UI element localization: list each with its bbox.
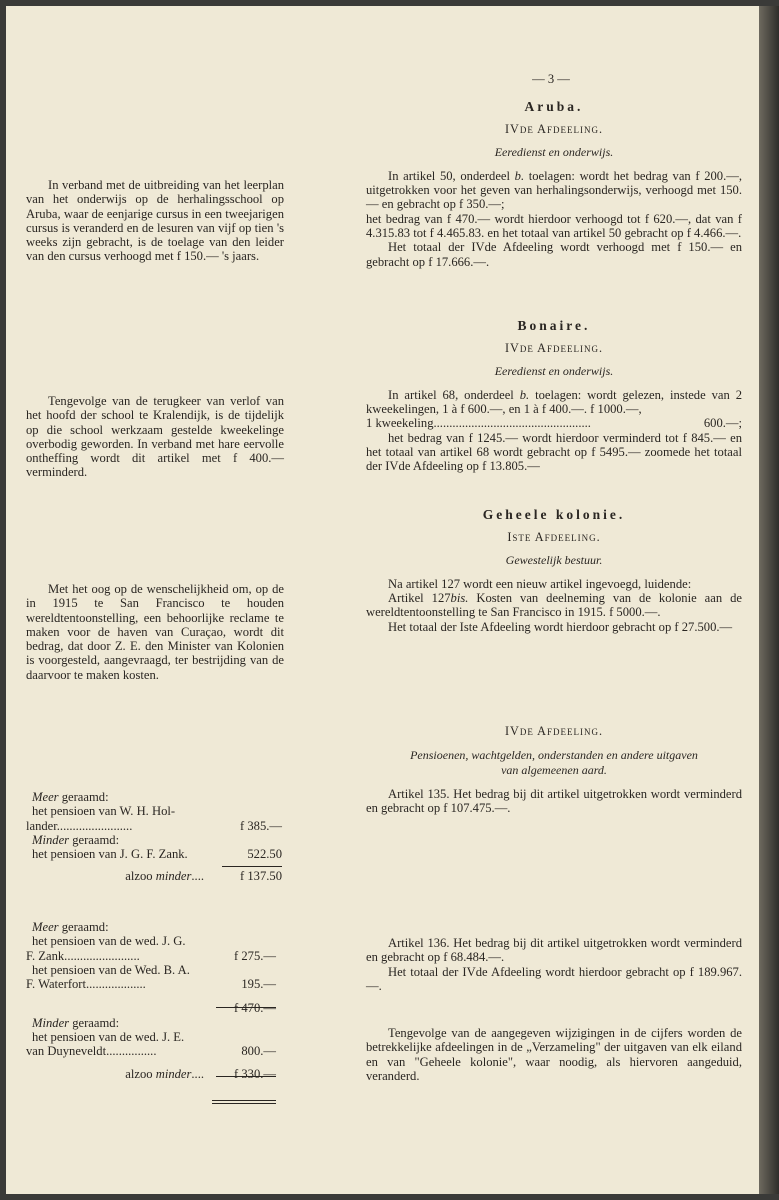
section-title: Bonaire. [517,318,591,333]
calc-line: het pensioen van de wed. J. E. [32,1030,185,1045]
section-subtitle: Eeredienst en onderwijs. [494,144,614,159]
section-subtitle: van algemeenen aard. [501,762,607,777]
section-bonaire [366,319,742,474]
section-artikel-136 [366,936,742,993]
section-geheele-kolonie [366,508,742,634]
afdeeling-heading: IVde Afdeeling. [504,341,604,356]
section-title: Geheele kolonie. [482,507,626,522]
calc-line: 1 kweekeling.................................................. 600.—; [366,416,742,431]
calc-amount: f 275.— [234,948,276,963]
calc-line: het pensioen van J. G. F. Zank. 522.50 [32,847,282,862]
paragraph: het bedrag van f 1245.— wordt hierdoor verminderd tot f 845.— en het totaal van artikel 68 wordt gebracht op f 5495.— zoomede het totaal der IVde Afdeeling op f 13.805.— [366,430,742,474]
page-number: — 3 — [532,72,570,86]
paragraph: Artikel 135. Het bedrag bij dit artikel uitgetrokken wordt verminderd en gebracht op f 107.475.—. [366,786,742,816]
paragraph: Na artikel 127 wordt een nieuw artikel ingevoegd, luidende: [388,576,692,591]
paragraph: Het totaal der IVde Afdeeling wordt verhoogd met f 150.— en gebracht op f 17.666.—. [366,240,742,269]
section-aruba [366,100,742,269]
bonaire-note: Tengevolge van de terugkeer van verlof van het hoofd der school te Kralendijk, is de tijdelijk op die school werkzaam gestelde kweekelinge overbodig geworden. In verband met hare eervolle ontheffing wordt dit artikel met f 400.— verminderd. [26,394,284,480]
calc-amount: f 385.— [240,818,282,833]
paragraph: Het totaal der Iste Afdeeling wordt hierdoor gebracht op f 27.500.— [388,619,733,634]
paragraph: Artikel 136. Het bedrag bij dit artikel uitgetrokken wordt verminderd en gebracht op f 68.484.—. [366,936,742,965]
calc-line: F. Zank........................ f 275.— [26,948,276,963]
section-conclusion [366,1026,742,1083]
calc-line: lander........................ f 385.— [26,818,282,833]
section-subtitle: Gewestelijk bestuur. [505,552,603,567]
calc-total: alzoo minder.... f 137.50 [125,869,282,884]
calc-total: alzoo minder.... f 330.— [125,1066,276,1081]
section-subtitle: Pensioenen, wachtgelden, onderstanden en andere uitgaven [410,748,698,763]
section-subtitle: Eeredienst en onderwijs. [494,363,614,378]
calc-amount: 600.—; [700,416,742,430]
paragraph: Artikel 127bis. Kosten van deelneming van de kolonie aan de wereldtentoonstelling te San Francisco in 1915. f 5000.—. [366,591,742,620]
document-page [6,6,759,1194]
aruba-note: In verband met de uitbreiding van het leerplan van het onderwijs op de herhalingsschool op Aruba, waar de eenjarige cursus in een tweejarigen cursus is veranderd en de lesuren van vijf op tien 's weeks zijn gebracht, is de toelage van den leider van den cursus verhoogd met f 150.— 's jaars. [26,178,284,264]
calc-line: van Duyneveldt................ 800.— [26,1044,276,1059]
paragraph: het bedrag van f 470.— wordt hierdoor verhoogd tot f 620.—, dat van f 4.315.83 tot f 4.465.83. en het totaal van artikel 50 gebracht op f 4.466.—. [366,211,742,241]
paragraph: Het totaal der IVde Afdeeling wordt hierdoor gebracht op f 189.967.—. [366,964,742,993]
calc-amount: 800.— [241,1044,276,1059]
section-pensioenen [366,724,742,815]
calc-subtotal: f 470.— [234,1001,276,1016]
calc-line: het pensioen van de wed. J. G. [32,934,186,949]
afdeeling-heading: Iste Afdeeling. [507,530,601,545]
calc-amount: 195.— [241,977,276,992]
kolonie-note: Met het oog op de wenschelijkheid om, op de in 1915 te San Francisco te houden wereldtentoonstelling, een behoorlijke reclame te maken voor de haven van Curaçao, wordt dit bedrag, dat door Z. E. den Minister van Kolonien is voorgesteld, aangevraagd, ter bestrijding van de daarvoor te maken kosten. [26,582,284,682]
paragraph: Tengevolge van de aangegeven wijzigingen in de cijfers worden de betrekkelijke afdeelingen in de „Verzameling" der uitgaven van elk eiland en van "Geheele kolonie", waar noodig, als hiervoren aangeduid, veranderd. [366,1026,742,1083]
pension-calculation-1: Meer geraamd: het pensioen van W. H. Hol- lander........................ f 385.— Minder geraamd: het pensioen van J. G. F. Zank. 522.50 alzoo minder.... f 137.50 [26,790,282,884]
afdeeling-heading: IVde Afdeeling. [504,724,604,738]
paragraph: In artikel 68, onderdeel b. toelagen: wordt gelezen, instede van 2 kweekelingen, 1 à f 600.—, en 1 à f 400.—. f 1000.—, [366,387,742,417]
meer-label: Meer [32,920,59,934]
calc-line: het pensioen van W. H. Hol- [32,804,176,819]
afdeeling-heading: IVde Afdeeling. [504,122,604,137]
sum-rule [222,866,282,867]
calc-amount: 522.50 [247,847,282,862]
double-rule [212,1100,276,1104]
meer-label: Meer [32,790,59,804]
minder-label: Minder [32,1015,70,1030]
section-title: Aruba. [524,99,584,114]
book-edge [759,6,779,1194]
calc-line: het pensioen van de Wed. B. A. [32,962,190,977]
pension-calculation-2: Meer geraamd: het pensioen van de wed. J. G. F. Zank........................ f 275.— het pensioen van de Wed. B. A. F. Waterfort................... 195.— f 470.— Minder geraamd: het pensioen van de wed. J. E. van Duyneveldt................ 800.— alzoo minder.... f 330.— [26,920,282,1081]
paragraph: In artikel 50, onderdeel b. toelagen: wordt het bedrag van f 200.—, uitgetrokken voor het geven van herhalingsonderwijs, verhoogd met 150.— en gebracht op f 350.—; [366,168,742,212]
minder-label: Minder [32,832,70,847]
calc-line: F. Waterfort................... 195.— [26,977,276,992]
